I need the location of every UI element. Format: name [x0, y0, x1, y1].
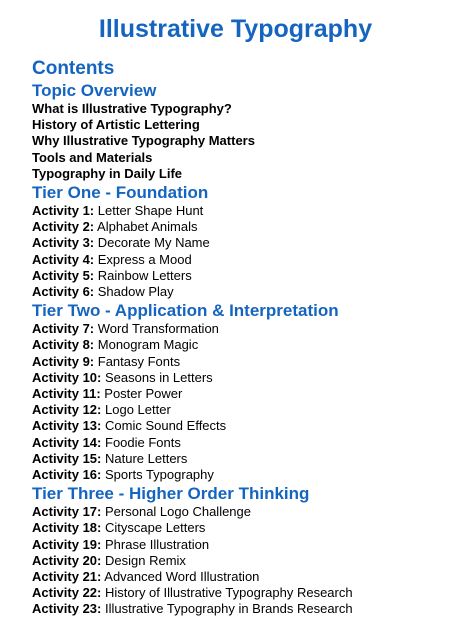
list-item: [32, 337, 461, 353]
activity-label: Activity 4:: [32, 251, 95, 267]
activity-label: Activity 12:: [32, 402, 102, 418]
list-item: [32, 569, 461, 585]
activity-title: Fantasy Fonts: [97, 353, 181, 369]
activity-title: Letter Shape Hunt: [97, 203, 204, 219]
activity-label: Activity 21:: [32, 569, 102, 585]
list-item: [32, 219, 461, 235]
list-item: [32, 451, 461, 467]
list-item: [32, 252, 461, 268]
activity-title: Design Remix: [105, 552, 186, 568]
activity-title: Illustrative Typography in Brands Research: [105, 601, 353, 617]
list-item: History of Artistic Lettering: [32, 117, 200, 133]
activity-title: Cityscape Letters: [105, 520, 206, 536]
list-item: What is Illustrative Typography?: [32, 101, 232, 116]
activity-title: Phrase Illustration: [105, 536, 210, 552]
activity-label: Activity 23:: [32, 601, 102, 617]
activity-label: Activity 7:: [32, 321, 95, 337]
list-item: [32, 435, 461, 451]
section-heading-topic-overview: Topic Overview: [32, 81, 157, 100]
activity-title: Advanced Word Illustration: [104, 569, 260, 585]
list-item: [32, 537, 461, 553]
activity-label: Activity 22:: [32, 585, 102, 601]
list-item: [32, 354, 461, 370]
activity-label: Activity 8:: [32, 337, 95, 353]
list-item: Typography in Daily Life: [32, 165, 183, 181]
table-of-contents: [32, 58, 461, 618]
section-heading-tier-three: Tier Three - Higher Order Thinking: [32, 484, 310, 504]
activity-title: Nature Letters: [105, 450, 188, 466]
list-item: [32, 585, 461, 601]
activity-title: Comic Sound Effects: [105, 418, 227, 434]
activity-label: Activity 3:: [32, 235, 95, 251]
activity-label: Activity 10:: [32, 369, 102, 385]
list-item: [32, 553, 461, 569]
activity-title: Sports Typography: [105, 467, 214, 483]
list-item: [32, 504, 461, 520]
activity-title: Seasons in Letters: [105, 369, 213, 385]
activity-title: Alphabet Animals: [97, 219, 198, 235]
list-item: [32, 402, 461, 418]
list-item: [32, 235, 461, 251]
activity-title: Logo Letter: [105, 402, 171, 418]
activity-label: Activity 2:: [32, 219, 95, 235]
activity-title: History of Illustrative Typography Research: [105, 585, 353, 601]
activity-title: Shadow Play: [97, 284, 174, 300]
list-item: [32, 386, 461, 402]
activity-label: Activity 1:: [32, 203, 95, 219]
contents-heading: Contents: [32, 58, 115, 79]
document-title: Illustrative Typography: [98, 15, 373, 43]
list-item: [32, 321, 461, 337]
activity-title: Personal Logo Challenge: [105, 504, 251, 520]
section-heading-tier-two: Tier Two - Application & Interpretation: [32, 301, 339, 321]
activity-label: Activity 11:: [32, 386, 101, 402]
list-item: [32, 520, 461, 536]
list-item: Why Illustrative Typography Matters: [32, 133, 255, 149]
activity-title: Decorate My Name: [97, 235, 210, 251]
activity-title: Word Transformation: [97, 321, 219, 337]
activity-label: Activity 19:: [32, 536, 102, 552]
list-item: [32, 268, 461, 284]
topic-overview-list: [32, 101, 461, 182]
section-heading-tier-one: Tier One - Foundation: [32, 183, 209, 203]
activity-label: Activity 14:: [32, 434, 102, 450]
list-item: [32, 418, 461, 434]
activity-label: Activity 5:: [32, 267, 95, 283]
activity-label: Activity 20:: [32, 552, 102, 568]
tier-three-activity-list: [32, 504, 461, 617]
activity-label: Activity 13:: [32, 418, 102, 434]
activity-label: Activity 9:: [32, 353, 95, 369]
list-item: [32, 370, 461, 386]
list-item: [32, 467, 461, 483]
activity-label: Activity 16:: [32, 467, 102, 483]
activity-label: Activity 17:: [32, 504, 102, 520]
tier-one-activity-list: [32, 203, 461, 300]
activity-title: Foodie Fonts: [105, 434, 181, 450]
activity-label: Activity 6:: [32, 284, 95, 300]
list-item: [32, 203, 461, 219]
tier-two-activity-list: [32, 321, 461, 483]
list-item: Tools and Materials: [32, 149, 153, 165]
activity-label: Activity 15:: [32, 450, 102, 466]
activity-label: Activity 18:: [32, 520, 102, 536]
activity-title: Express a Mood: [97, 251, 192, 267]
activity-title: Monogram Magic: [97, 337, 199, 353]
activity-title: Rainbow Letters: [97, 267, 192, 283]
activity-title: Poster Power: [104, 386, 183, 402]
list-item: [32, 601, 461, 617]
list-item: [32, 284, 461, 300]
